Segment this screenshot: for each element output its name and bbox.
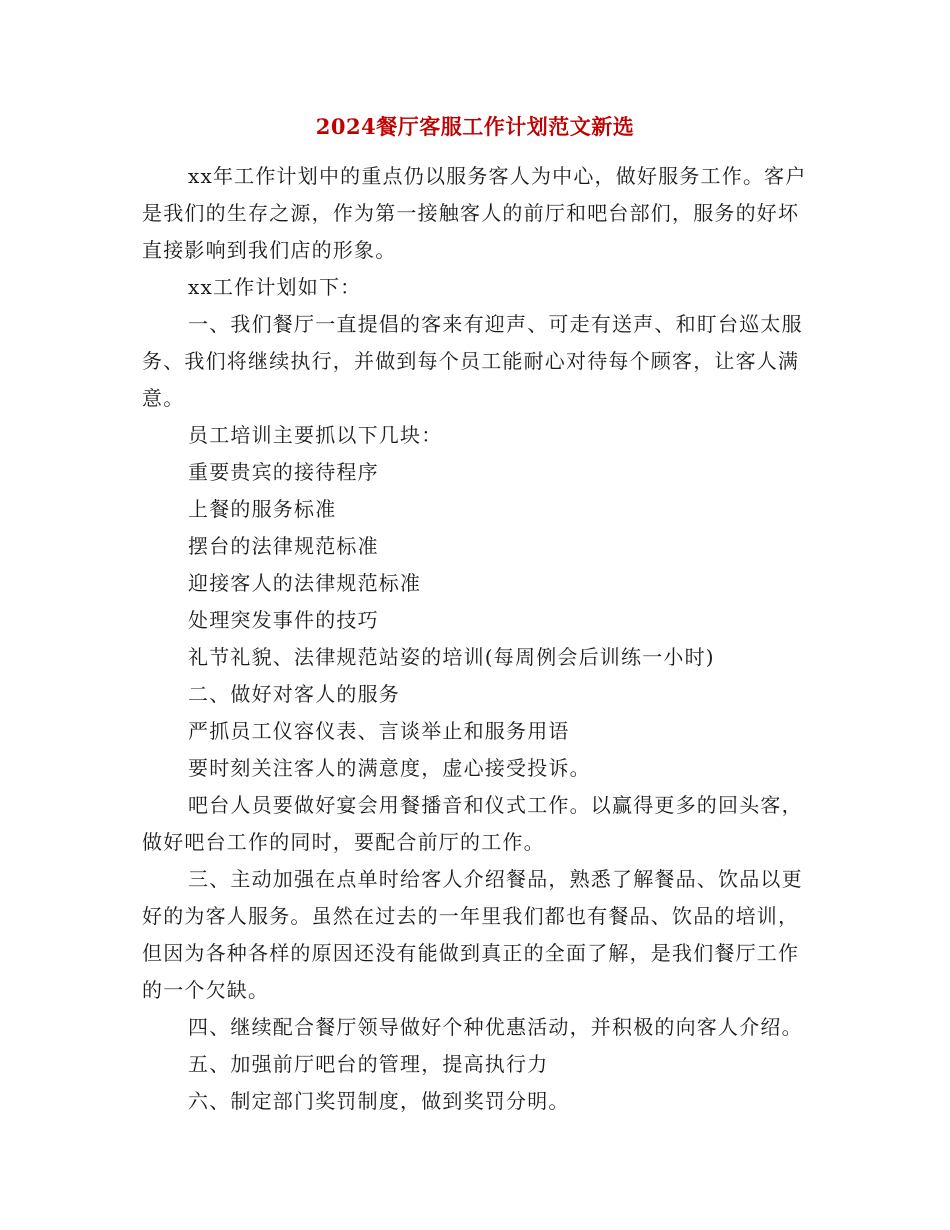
document-title: 2024餐厅客服工作计划范文新选 bbox=[315, 114, 635, 139]
paragraph: 三、主动加强在点单时给客人介绍餐品，熟悉了解餐品、饮品以更好的为客人服务。虽然在过去的一年里我们都也有餐品、饮品的培训，但因为各种各样的原因还没有能做到真正的全面了解，是我们餐厅工作的一个欠缺。 bbox=[142, 867, 803, 1002]
paragraph: 五、加强前厅吧台的管理，提高执行力 bbox=[188, 1052, 549, 1076]
paragraph: 吧台人员要做好宴会用餐播音和仪式工作。以赢得更多的回头客，做好吧台工作的同时，要配合前厅的工作。 bbox=[142, 793, 803, 854]
paragraph: 要时刻关注客人的满意度，虚心接受投诉。 bbox=[188, 756, 591, 780]
paragraph: 严抓员工仪容仪表、言谈举止和服务用语 bbox=[188, 719, 570, 743]
paragraph: 一、我们餐厅一直提倡的客来有迎声、可走有送声、和盯台巡太服务、我们将继续执行，并做到每个员工能耐心对待每个顾客，让客人满意。 bbox=[142, 312, 803, 410]
paragraph: 礼节礼貌、法律规范站姿的培训(每周例会后训练一小时) bbox=[188, 645, 715, 669]
paragraph: xx年工作计划中的重点仍以服务客人为中心，做好服务工作。客户是我们的生存之源，作为第一接触客人的前厅和吧台部们，服务的好坏直接影响到我们店的形象。 bbox=[142, 164, 807, 262]
paragraph: 处理突发事件的技巧 bbox=[188, 608, 379, 632]
paragraph: 二、做好对客人的服务 bbox=[188, 682, 400, 706]
paragraph: 员工培训主要抓以下几块： bbox=[188, 423, 443, 447]
paragraph: 摆台的法律规范标准 bbox=[188, 534, 379, 558]
paragraph: 四、继续配合餐厅领导做好个种优惠活动，并积极的向客人介绍。 bbox=[188, 1015, 803, 1039]
paragraph: 迎接客人的法律规范标准 bbox=[188, 571, 422, 595]
paragraph: xx工作计划如下： bbox=[188, 275, 362, 299]
paragraph: 重要贵宾的接待程序 bbox=[188, 460, 379, 484]
paragraph: 上餐的服务标准 bbox=[188, 497, 337, 521]
document-body bbox=[142, 158, 817, 1120]
paragraph: 六、制定部门奖罚制度，做到奖罚分明。 bbox=[188, 1089, 570, 1113]
